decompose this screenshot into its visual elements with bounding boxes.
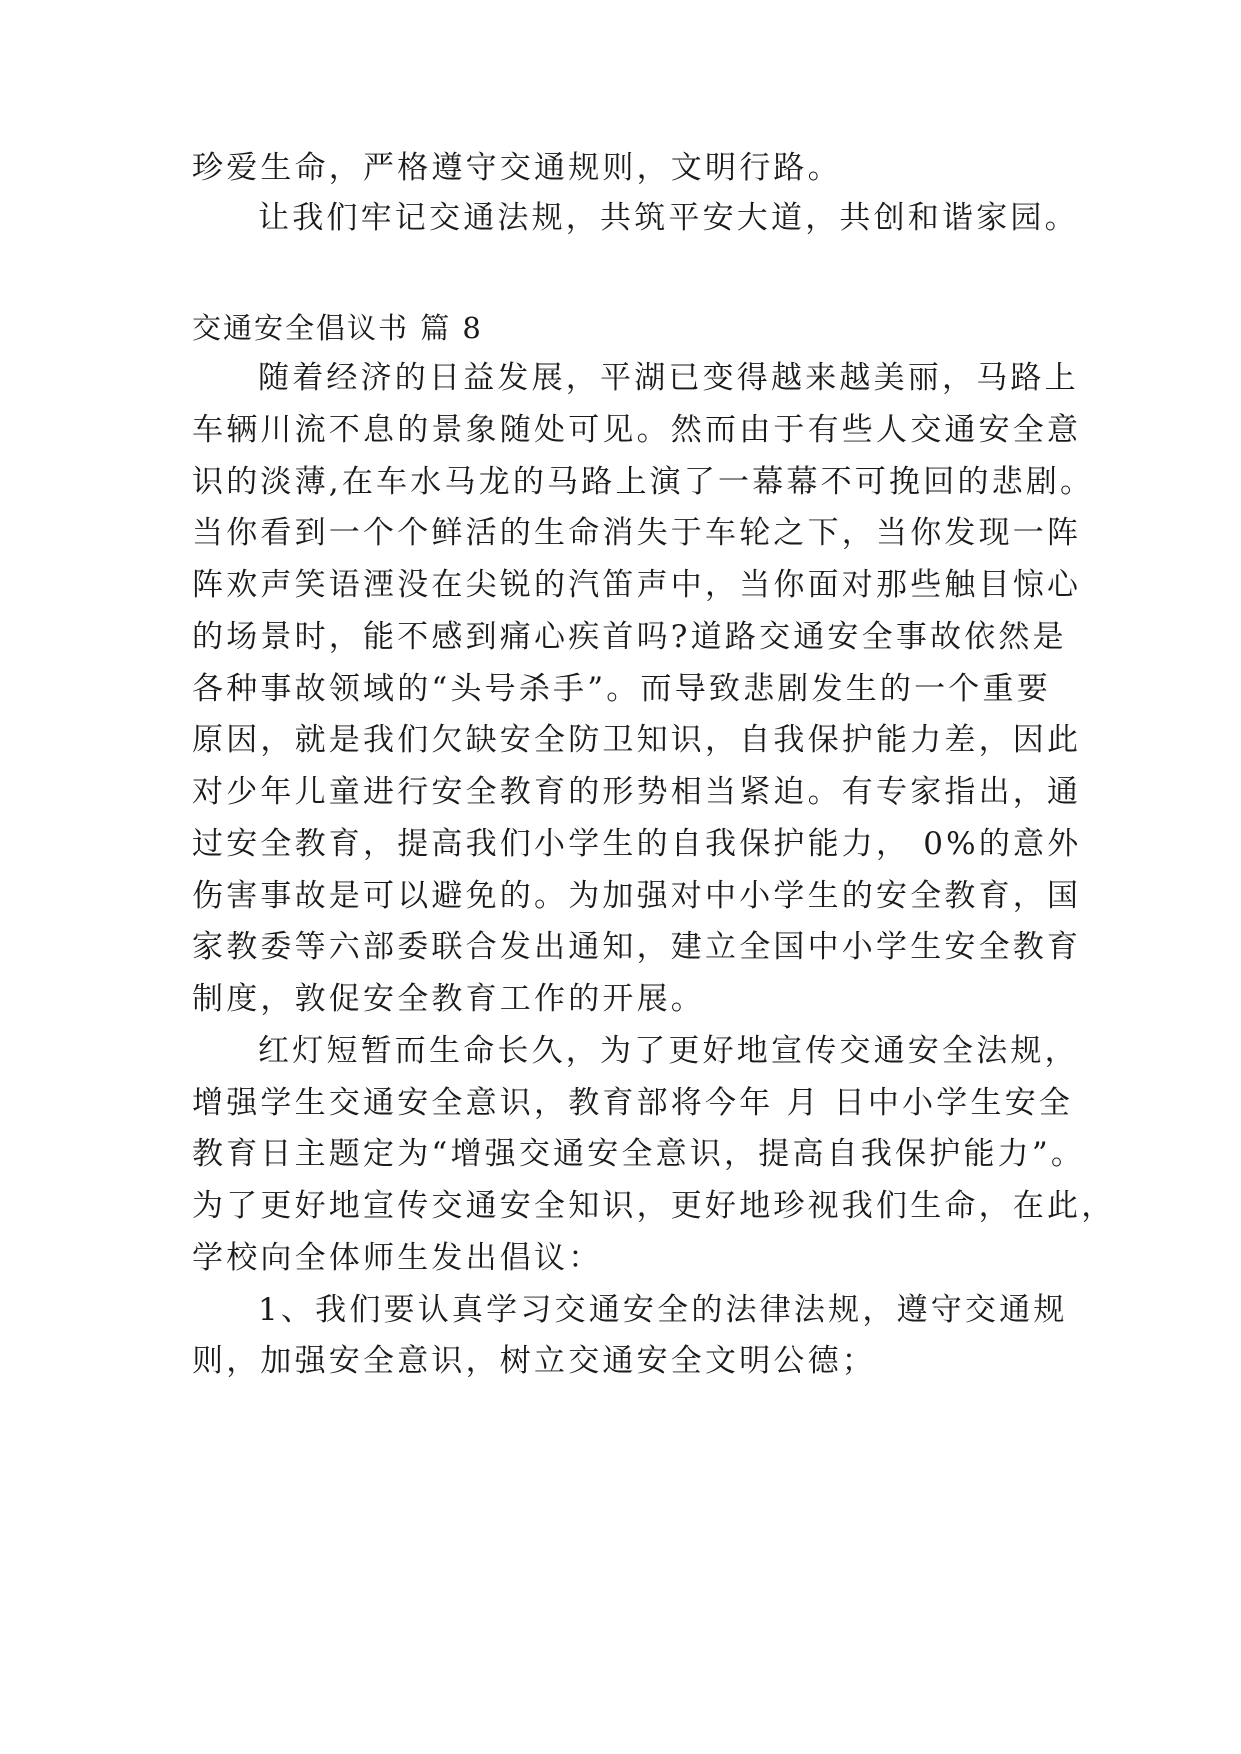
text-line: 家教委等六部委联合发出通知，建立全国中小学生安全教育 xyxy=(192,929,1082,965)
text-line: 随着经济的日益发展，平湖已变得越来越美丽，马路上 xyxy=(258,360,1079,396)
text-line: 制度，敦促安全教育工作的开展。 xyxy=(192,981,705,1017)
section-title: 交通安全倡议书 篇 8 xyxy=(192,311,483,345)
text-line: 学校向全体师生发出倡议： xyxy=(192,1240,603,1276)
text-line: 红灯短暂而生命长久，为了更好地宣传交通安全法规， xyxy=(258,1033,1079,1069)
text-line: 增强学生交通安全意识，教育部将今年 月 日中小学生安全 xyxy=(192,1085,1074,1121)
text-line: 阵欢声笑语湮没在尖锐的汽笛声中，当你面对那些触目惊心 xyxy=(192,567,1082,603)
text-line: 各种事故领域的“头号杀手”。而导致悲剧发生的一个重要 xyxy=(192,671,1051,707)
text-line: 当你看到一个个鲜活的生命消失于车轮之下，当你发现一阵 xyxy=(192,515,1082,551)
text-line: 过安全教育，提高我们小学生的自我保护能力， 0%的意外 xyxy=(192,826,1082,862)
text-line: 为了更好地宣传交通安全知识，更好地珍视我们生命，在此， xyxy=(192,1188,1116,1224)
text-line: 原因，就是我们欠缺安全防卫知识，自我保护能力差，因此 xyxy=(192,722,1082,758)
text-line: 教育日主题定为“增强交通安全意识，提高自我保护能力”。 xyxy=(192,1136,1086,1172)
text-line: 车辆川流不息的景象随处可见。然而由于有些人交通安全意 xyxy=(192,412,1082,448)
text-line: 的场景时，能不感到痛心疾首吗?道路交通安全事故依然是 xyxy=(192,619,1067,655)
text-line: 则，加强安全意识，树立交通安全文明公德； xyxy=(192,1343,876,1379)
text-line: 珍爱生命，严格遵守交通规则，文明行路。 xyxy=(192,150,842,186)
text-line: 伤害事故是可以避免的。为加强对中小学生的安全教育，国 xyxy=(192,878,1082,914)
text-line: 1、我们要认真学习交通安全的法律法规，遵守交通规 xyxy=(258,1292,1068,1328)
text-line: 对少年儿童进行安全教育的形势相当紧迫。有专家指出，通 xyxy=(192,774,1082,810)
text-line: 识的淡薄,在车水马龙的马路上演了一幕幕不可挽回的悲剧。 xyxy=(192,464,1095,500)
text-line: 让我们牢记交通法规，共筑平安大道，共创和谐家园。 xyxy=(258,200,1079,236)
